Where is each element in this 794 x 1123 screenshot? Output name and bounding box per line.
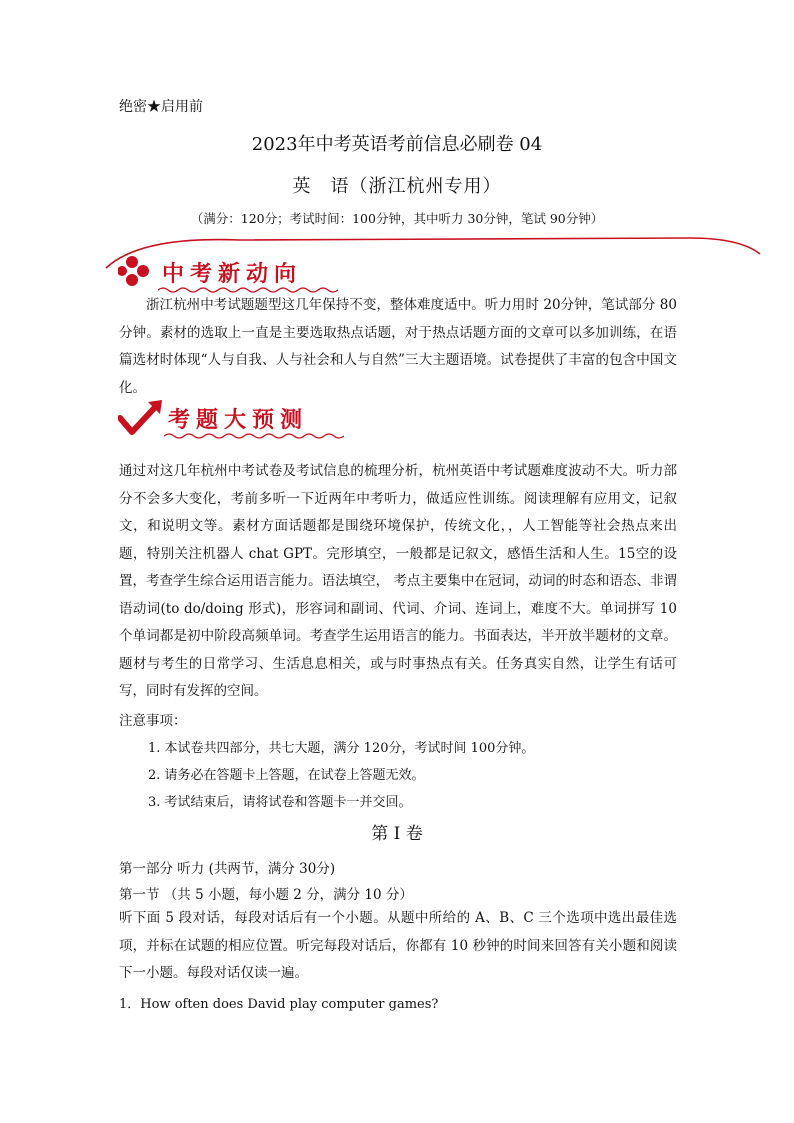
note-item: 1. 本试卷共四部分，共七大题，满分 120分，考试时间 100分钟。 [148,741,535,756]
page-title: 2023年中考英语考前信息必刷卷 04 [251,134,543,155]
note-item: 3. 考试结束后，请将试卷和答题卡一并交回。 [148,795,412,810]
subject-title: 英 语（浙江杭州专用） [292,176,502,197]
section-new-trend-body: 浙江杭州中考试题题型这几年保持不变，整体难度适中。听力用时 20分钟，笔试部分 80分钟。素材的选取上一直是主要选取热点话题，对于热点话题方面的文章可以多加训练，在语篇选材时体现“人与自我、人与社会和人与自然”三大主题语境。试卷提供了丰富的包含中国文化。 [119,297,677,396]
section-prediction-body: 通过对这几年杭州中考试卷及考试信息的梳理分析，杭州英语中考试题难度波动不大。听力部分不会多大变化，考前多听一下近两年中考听力，做适应性训练。阅读理解有应用文，记叙文，和说明文等。素材方面话题都是围绕环境保护，传统文化，，人工智能等社会热点来出题，特别关注机器人 chat GPT。完形填空，一般都是记叙文，感悟生活和人生。15空的设置，考查学生综合运用语言能力。语法填空， 考点主要集中在冠词，动词的时态和语态、非谓语动词(to do/doing 形式)，形容词和副词、代词、介词、连词上，难度不大。单词拼写 10个单词都是初中阶段高频单词。考查学生运用语言的能力。书面表达，半开放半题材的文章。题材与考生的日常学习、生活息息相关，或与时事热点有关。任务真实自然，让学生有话可写，同时有发挥的空间。 [119,463,677,699]
section-title: 中考新动向 [162,262,303,287]
section-title: 考题大预测 [168,408,309,433]
score-info: （满分：120分；考试时间：100分钟，其中听力 30分钟，笔试 90分钟） [190,211,604,226]
section-a-heading: 第一节 （共 5 小题，每小题 2 分，满分 10 分） [119,887,413,903]
listening-instructions: 听下面 5 段对话，每段对话后有一个小题。从题中所给的 A、B、C 三个选项中选出最佳选项，并标在试题的相应位置。听完每段对话后，你都有 10 秒钟的时间来回答有关小题和阅读下一小题。每段对话仅读一遍。 [119,910,677,981]
note-item: 2. 请务必在答题卡上答题，在试卷上答题无效。 [148,768,425,783]
notes-title: 注意事项： [119,713,187,729]
wavy-underline [164,432,344,440]
part-title: 第 I 卷 [371,824,423,844]
part1-heading: 第一部分 听力 (共两节，满分 30分) [119,861,336,877]
red-check-arrow-icon [118,398,166,438]
top-secret-label: 绝密★启用前 [119,99,203,115]
red-clover-icon [118,254,162,290]
question-1: 1．How often does David play computer games? [119,997,439,1012]
